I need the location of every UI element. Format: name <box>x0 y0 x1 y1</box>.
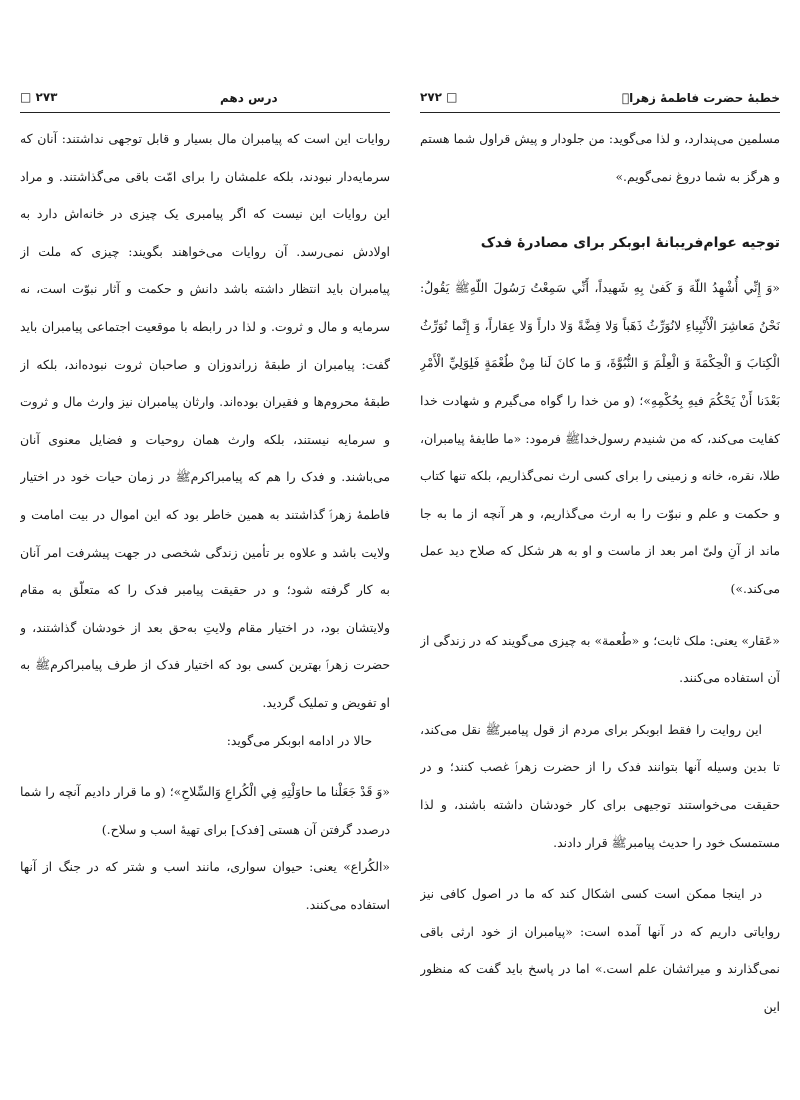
left-page-number: □ ۲۷۳ <box>20 90 58 104</box>
right-page-number: ۲۷۲ □ <box>420 90 458 104</box>
left-paragraph-3: «وَ قَدْ جَعَلْنا ما حاوَلْتِهِ فِي الْكُراعِ وَالسِّلاحِ»؛ (و ما قرار دادیم آنچه را شما درصدد گرفتن آن هستی [فدک] برای تهیهٔ اسب و سلاح.) <box>20 784 390 837</box>
right-page-header <box>420 88 780 113</box>
left-page-header <box>20 88 390 113</box>
left-page <box>20 0 390 1100</box>
right-paragraph-2: «وَ إِنِّي أُشْهِدُ اللّهَ وَ كَفىٰ بِهِ شَهيداً، أَنِّي سَمِعْتُ رَسُولَ اللّهِﷺ يَقُولُ: نَحْنُ مَعاشِرَ الْأَنْبِياءِ لانُوَرِّثُ ذَهَباً وَلا فِضَّةً وَلا داراً وَلا عِقاراً، وَ إِنَّما نُوَرِّثُ الْكِتابَ وَ الْحِكْمَةَ وَ الْعِلْمَ وَ النُّبُوَّةَ، وَ ما كانَ لَنا مِنْ طُعْمَةٍ فَلِوَلِيِّ الْأَمْرِ بَعْدَنا أَنْ يَحْكُمَ فيهِ بِحُكْمِهِ»؛ (و من خدا را گواه می‌گیرم و شهادت خدا کفایت می‌کند، که من شنیدم رسول‌خداﷺ فرمود: «ما طایفهٔ پیامبران، طلا، نقره، خانه و زمینی را برای کسی ارث نمی‌گذاریم، بلکه تنها کتاب و حکمت و علم و نبوّت را به ارث می‌گذاریم، و هر آنچه از ما به جا ماند از آنِ ولیّ امر بعد از ماست و او به هر شکل که صلاح دید عمل می‌کند.») <box>420 280 780 596</box>
right-paragraph-5: در اینجا ممکن است کسی اشکال کند که ما در اصول کافی نیز روایاتی داریم که در آنها آمده است: «پیامبران از خود ارثی باقی نمی‌گذارند و میراثشان علم است.» اما در پاسخ باید گفت که منظور این <box>420 886 780 1014</box>
right-paragraph-1: مسلمین می‌پندارد، و لذا می‌گوید: من جلودار و پیش قراول شما هستم و هرگز به شما دروغ نمی‌گویم.» <box>420 131 780 184</box>
left-paragraph-1: روایات این است که پیامبران مال بسیار و قابل توجهی نداشتند: آنان که سرمایه‌دار نبودند، بلکه علمشان را برای امّت باقی می‌گذاشتند. و مراد این روایات این نیست که اگر پیامبری یک چیزی در خانه‌اش دارد به اولادش نمی‌رسد. آن روایات می‌خواهند بگویند: چیزی که ملت از پیامبران باید انتظار داشته باشد دانش و حکمت و آثار نبوّت است، نه سرمایه و مال و ثروت. و لذا در رابطه با موقعیت اجتماعی پیامبران باید گفت: پیامبران از طبقهٔ زراندوزان و صاحبان ثروت نبوده‌اند، بلکه از طبقهٔ محروم‌ها و فقیران بوده‌اند. وارثان پیامبران نیز وارث مال و ثروت و سرمایه نیستند، بلکه وارث همان روحیات و فضایل معنوی آنان می‌باشند. و فدک را هم که پیامبراکرمﷺ در زمان حیات خود در اختیار فاطمهٔ زهراؑ گذاشتند به همین خاطر بود که این اموال در بیت امامت و ولایت باشد و علاوه بر تأمین زندگی شخصی در جهت پیشرفت امر آنان به کار گرفته شود؛ و در حقیقت پیامبر فدک را که متعلّق به مقام ولایتشان بود، در اختیار مقام ولایتِ به‌حق بعد از خودشان گذاشتند، و حضرت زهراؑ بهترین کسی بود که اختیار فدک از طرف پیامبراکرمﷺ به او تفویض و تملیک گردید. <box>20 131 390 710</box>
left-page-body <box>20 120 390 1070</box>
left-paragraph-4: «الکُراع» یعنی: حیوان سواری، مانند اسب و شتر که در جنگ از آنها استفاده می‌کنند. <box>20 859 390 912</box>
right-paragraph-4: این روایت را فقط ابوبکر برای مردم از قول پیامبرﷺ نقل می‌کند، تا بدین وسیله آنها بتوانند فدک را از حضرت زهراؑ غصب کنند؛ و در حقیقت می‌خواستند توجیهی برای کار خودشان داشته باشند، و لذا مستمسک خود را حدیث پیامبرﷺ قرار دادند. <box>420 721 780 850</box>
section-heading: توجیه عوام‌فریبانهٔ ابوبکر برای مصادرهٔ فدک <box>480 235 780 252</box>
right-page-body <box>420 120 780 1070</box>
right-paragraph-3: «عَقار» یعنی: ملک ثابت؛ و «طُعمة» به چیزی می‌گویند که در زندگی از آن استفاده می‌کنند. <box>420 632 780 686</box>
right-page <box>420 0 780 1100</box>
left-paragraph-2: حالا در ادامه ابوبکر می‌گوید: <box>226 732 372 748</box>
left-running-title: درس دهم <box>220 91 278 105</box>
right-running-title: خطبهٔ حضرت فاطمهٔ زهراؑ <box>621 91 780 105</box>
